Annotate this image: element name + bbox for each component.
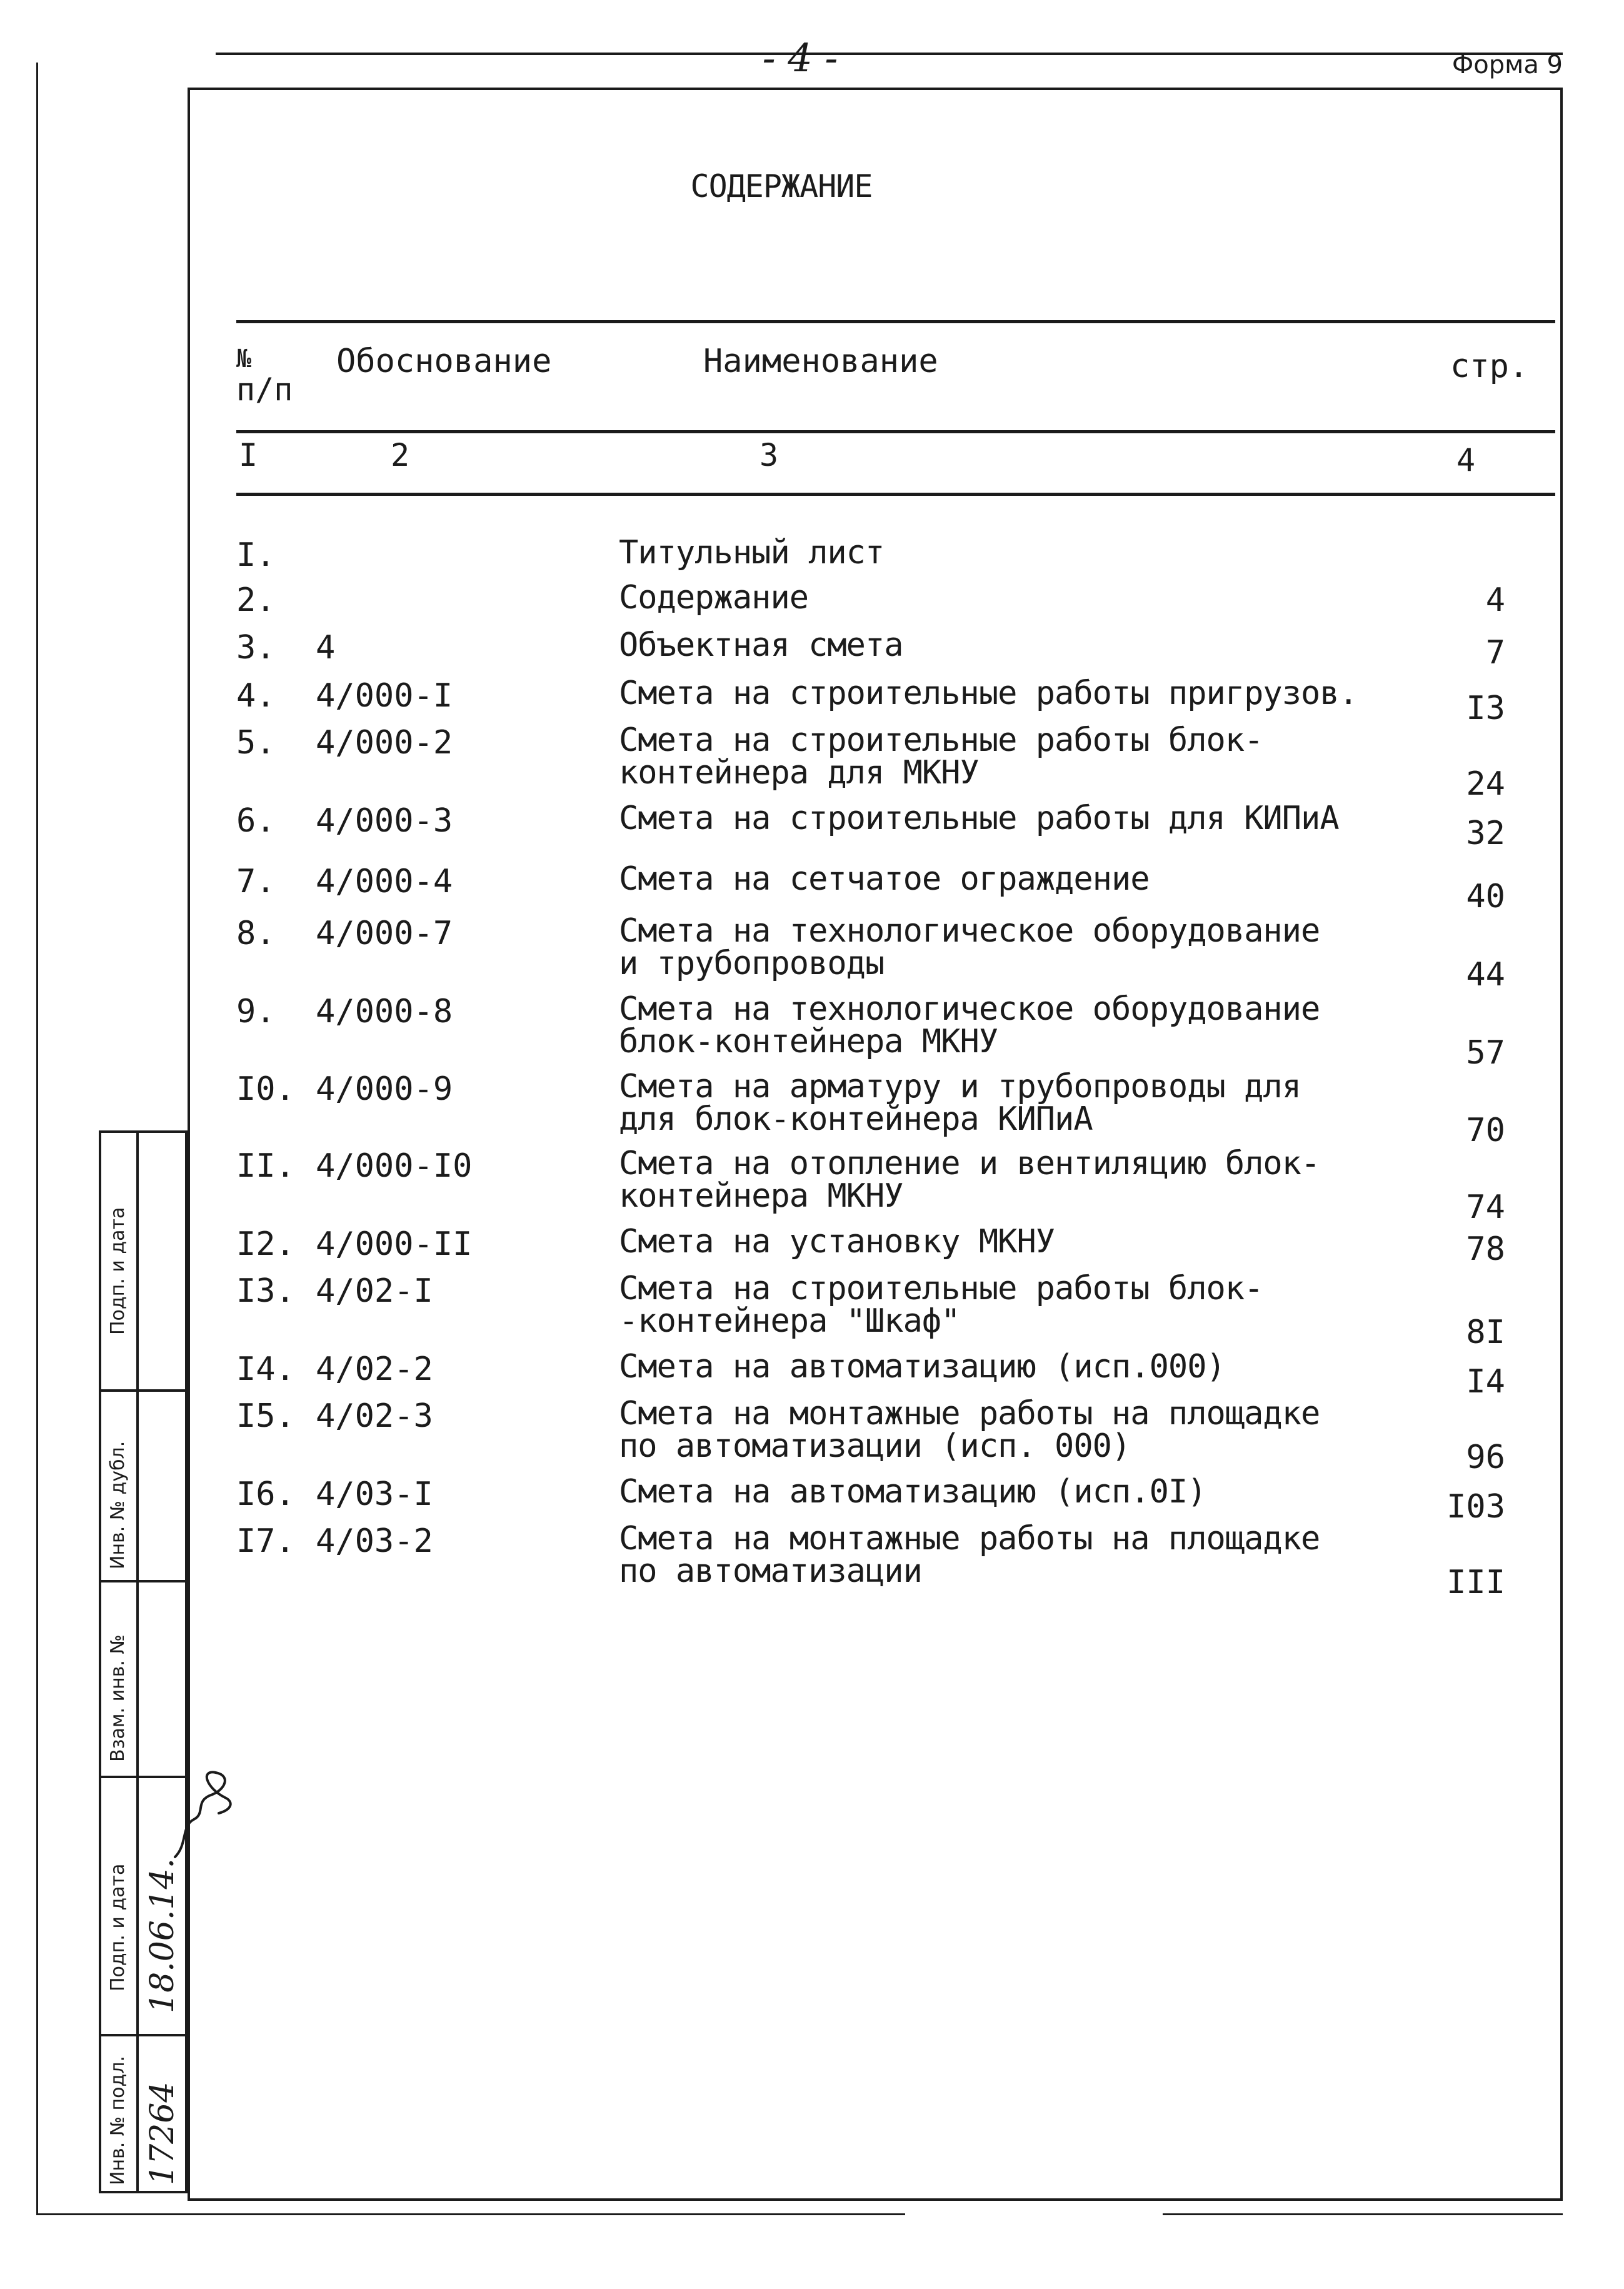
row-basis: 4/02-I: [316, 1272, 433, 1310]
col-number-1: I: [239, 437, 258, 473]
row-name: Смета на монтажные работы на площадке по автоматизации (исп. 000): [619, 1395, 1320, 1465]
row-page: I03: [1446, 1488, 1505, 1526]
side-stamp-row-1: [99, 1389, 188, 1392]
row-name: Смета на автоматизацию (исп.0I): [619, 1473, 1206, 1511]
row-number: I2.: [236, 1225, 295, 1263]
row-number: I6.: [236, 1476, 295, 1513]
row-page: 8I: [1466, 1314, 1505, 1351]
form-label: Форма 9: [1451, 51, 1563, 79]
row-basis: 4/000-7: [316, 915, 453, 952]
row-basis: 4/000-9: [316, 1070, 453, 1108]
row-number: 2.: [236, 581, 276, 619]
stamp-label-inv-dupl: Инв. № дубл.: [107, 1441, 129, 1569]
row-number: I7.: [236, 1522, 295, 1560]
col-number-4: 4: [1456, 442, 1476, 478]
col-header-name: Наименование: [703, 343, 938, 380]
row-basis: 4/03-I: [316, 1476, 433, 1513]
row-number: II.: [236, 1147, 295, 1185]
side-stamp-row-4: [99, 2034, 188, 2036]
row-name: Смета на арматуру и трубопроводы для для блок-контейнера КИПиА: [619, 1068, 1301, 1138]
row-page: 24: [1466, 765, 1505, 803]
col-number-3: 3: [759, 437, 779, 473]
row-name: Смета на сетчатое ограждение: [619, 860, 1150, 898]
table-header-rule: [236, 430, 1555, 433]
row-number: I.: [236, 536, 276, 574]
row-page: 78: [1466, 1230, 1505, 1268]
header-rule: [216, 53, 1563, 55]
row-page: 4: [1485, 581, 1505, 619]
stamp-handwritten-inv: 17264: [144, 2081, 181, 2185]
row-page: 70: [1466, 1112, 1505, 1149]
stamp-label-inv-orig: Инв. № подл.: [107, 2056, 129, 2185]
col-header-no-line1: №: [236, 345, 252, 373]
stamp-label-replace-inv: Взам. инв. №: [107, 1634, 129, 1762]
stamp-label-sign-date-1: Подп. и дата: [107, 1207, 129, 1335]
row-basis: 4/02-2: [316, 1351, 433, 1388]
row-basis: 4/000-II: [316, 1225, 473, 1263]
signature-mark: [156, 1751, 244, 1876]
row-name: Объектная смета: [619, 626, 903, 664]
col-header-page: стр.: [1450, 348, 1529, 385]
table-colnum-rule: [236, 493, 1555, 496]
row-page: III: [1446, 1564, 1505, 1601]
row-name: Смета на монтажные работы на площадке по автоматизации: [619, 1520, 1320, 1590]
row-basis: 4/000-I: [316, 677, 453, 715]
row-page: I4: [1466, 1363, 1505, 1401]
col-number-2: 2: [391, 437, 410, 473]
row-number: 6.: [236, 802, 276, 840]
col-header-no: [236, 345, 293, 406]
row-name: Смета на строительные работы пригрузов.: [619, 675, 1358, 712]
side-stamp-row-2: [99, 1580, 188, 1582]
table-row: [0, 1522, 1624, 1648]
row-basis: 4/000-8: [316, 993, 453, 1030]
row-name: Содержание: [619, 579, 809, 616]
row-page: 7: [1485, 634, 1505, 672]
row-number: 8.: [236, 915, 276, 952]
row-number: I0.: [236, 1070, 295, 1108]
table-top-rule: [236, 320, 1555, 323]
row-number: 9.: [236, 993, 276, 1030]
row-name: Титульный лист: [619, 534, 885, 571]
page-number: - 4 -: [762, 35, 838, 81]
row-name: Смета на технологическое оборудование блок-контейнера МКНУ: [619, 990, 1320, 1060]
document-title: СОДЕРЖАНИЕ: [690, 168, 873, 204]
row-name: Смета на технологическое оборудование и трубопроводы: [619, 912, 1320, 982]
row-number: 7.: [236, 863, 276, 900]
frame-bottom-outer: [36, 2213, 905, 2215]
row-basis: 4/000-3: [316, 802, 453, 840]
stamp-label-sign-date-2: Подп. и дата: [107, 1863, 129, 1991]
row-number: I4.: [236, 1351, 295, 1388]
col-header-basis: Обоснование: [336, 343, 552, 380]
row-number: I5.: [236, 1397, 295, 1435]
frame-bottom-outer-right: [1163, 2213, 1563, 2215]
row-basis: 4/000-2: [316, 724, 453, 762]
stamp-handwritten-date: 18.06.14.: [144, 1858, 181, 2013]
row-page: 96: [1466, 1439, 1505, 1476]
row-number: 4.: [236, 677, 276, 715]
row-number: 5.: [236, 724, 276, 762]
col-header-no-line2: п/п: [236, 371, 293, 408]
row-page: 74: [1466, 1189, 1505, 1226]
row-basis: 4/000-I0: [316, 1147, 473, 1185]
row-basis: 4: [316, 629, 336, 667]
row-name: Смета на установку МКНУ: [619, 1223, 1055, 1260]
row-page: 40: [1466, 878, 1505, 915]
row-basis: 4/02-3: [316, 1397, 433, 1435]
row-basis: 4/03-2: [316, 1522, 433, 1560]
row-name: Смета на строительные работы блок- контейнера для МКНУ: [619, 722, 1263, 792]
row-number: 3.: [236, 629, 276, 667]
row-number: I3.: [236, 1272, 295, 1310]
row-name: Смета на строительные работы для КИПиА: [619, 800, 1339, 837]
row-name: Смета на отопление и вентиляцию блок- контейнера МКНУ: [619, 1145, 1320, 1215]
row-name: Смета на автоматизацию (исп.000): [619, 1348, 1225, 1386]
row-name: Смета на строительные работы блок- -контейнера "Шкаф": [619, 1270, 1263, 1340]
row-page: 32: [1466, 815, 1505, 852]
row-basis: 4/000-4: [316, 863, 453, 900]
row-page: 57: [1466, 1034, 1505, 1072]
row-page: 44: [1466, 956, 1505, 994]
row-page: I3: [1466, 690, 1505, 727]
